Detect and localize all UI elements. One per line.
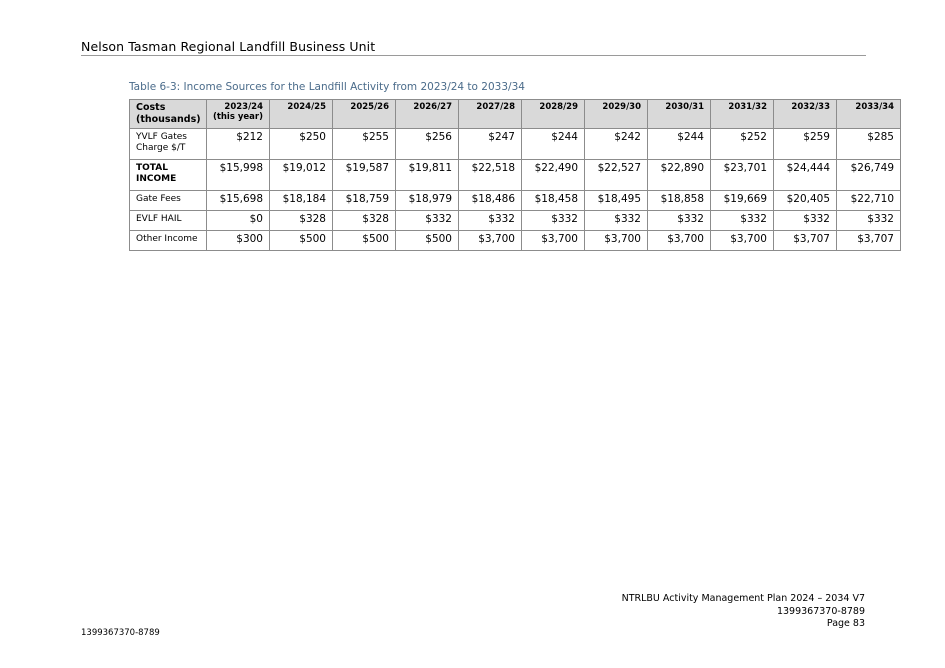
- table-cell: $332: [837, 211, 901, 231]
- table-caption: Table 6-3: Income Sources for the Landfill Activity from 2023/24 to 2033/34: [129, 81, 525, 93]
- table-cell: $22,527: [585, 160, 648, 191]
- table-cell: $18,979: [396, 191, 459, 211]
- column-header-year: 2026/27: [396, 100, 459, 129]
- table-cell: $332: [774, 211, 837, 231]
- table-cell: $332: [648, 211, 711, 231]
- table-row: [130, 191, 901, 211]
- table-cell: $18,495: [585, 191, 648, 211]
- table-cell: $252: [711, 129, 774, 160]
- table-cell: $259: [774, 129, 837, 160]
- table-cell: $18,458: [522, 191, 585, 211]
- table-cell: $22,490: [522, 160, 585, 191]
- table-cell: $332: [711, 211, 774, 231]
- table-cell: $19,587: [333, 160, 396, 191]
- table-cell: $0: [207, 211, 270, 231]
- table-cell: $15,698: [207, 191, 270, 211]
- table-cell: $22,710: [837, 191, 901, 211]
- table-cell: $285: [837, 129, 901, 160]
- column-header-year: 2029/30: [585, 100, 648, 129]
- table-cell: $212: [207, 129, 270, 160]
- footer-left-doc-id: 1399367370-8789: [81, 628, 160, 638]
- column-header-year: 2032/33: [774, 100, 837, 129]
- table-cell: $300: [207, 231, 270, 251]
- table-cell: $3,700: [585, 231, 648, 251]
- column-header-year: 2023/24 (this year): [207, 100, 270, 129]
- table-cell: $18,759: [333, 191, 396, 211]
- row-label: Other Income: [130, 231, 207, 251]
- table-cell: $3,700: [648, 231, 711, 251]
- table-cell: $256: [396, 129, 459, 160]
- table-row: [130, 211, 901, 231]
- table-cell: $332: [585, 211, 648, 231]
- column-header-year: 2027/28: [459, 100, 522, 129]
- table-cell: $244: [522, 129, 585, 160]
- table-cell: $3,700: [711, 231, 774, 251]
- column-header-year: 2028/29: [522, 100, 585, 129]
- table-cell: $244: [648, 129, 711, 160]
- table-cell: $3,707: [774, 231, 837, 251]
- table-cell: $3,707: [837, 231, 901, 251]
- table-cell: $18,184: [270, 191, 333, 211]
- table-cell: $500: [333, 231, 396, 251]
- table-cell: $18,486: [459, 191, 522, 211]
- table-cell: $250: [270, 129, 333, 160]
- column-header-year: 2033/34: [837, 100, 901, 129]
- table-body: [130, 129, 901, 251]
- column-header-year: 2024/25: [270, 100, 333, 129]
- table-cell: $18,858: [648, 191, 711, 211]
- table-cell: $19,012: [270, 160, 333, 191]
- table-row: [130, 129, 901, 160]
- row-label: TOTAL INCOME: [130, 160, 207, 191]
- footer-right: [622, 593, 865, 631]
- table-cell: $328: [270, 211, 333, 231]
- footer-plan-title: NTRLBU Activity Management Plan 2024 – 2034 V7: [621, 593, 865, 604]
- table-header-row: [130, 100, 901, 129]
- table-cell: $242: [585, 129, 648, 160]
- column-header-year: 2025/26: [333, 100, 396, 129]
- table-cell: $19,669: [711, 191, 774, 211]
- table-cell: $15,998: [207, 160, 270, 191]
- page-header-title: Nelson Tasman Regional Landfill Business Unit: [81, 39, 376, 54]
- table-cell: $332: [459, 211, 522, 231]
- table-cell: $3,700: [459, 231, 522, 251]
- row-label: Gate Fees: [130, 191, 207, 211]
- row-label: EVLF HAIL: [130, 211, 207, 231]
- table-cell: $3,700: [522, 231, 585, 251]
- table-cell: $24,444: [774, 160, 837, 191]
- table-cell: $332: [522, 211, 585, 231]
- table-cell: $22,518: [459, 160, 522, 191]
- table-cell: $20,405: [774, 191, 837, 211]
- table-row: [130, 231, 901, 251]
- row-label: YVLF Gates Charge $/T: [130, 129, 207, 160]
- table-cell: $19,811: [396, 160, 459, 191]
- column-header-year: 2030/31: [648, 100, 711, 129]
- table-row: [130, 160, 901, 191]
- table-cell: $255: [333, 129, 396, 160]
- table-cell: $26,749: [837, 160, 901, 191]
- table-cell: $23,701: [711, 160, 774, 191]
- header-divider: [81, 55, 866, 56]
- table-cell: $328: [333, 211, 396, 231]
- income-sources-table: [129, 99, 901, 251]
- table-cell: $332: [396, 211, 459, 231]
- table-cell: $500: [270, 231, 333, 251]
- footer-page-number: Page 83: [826, 618, 865, 629]
- column-header-costs: Costs (thousands): [130, 100, 207, 129]
- table-cell: $247: [459, 129, 522, 160]
- table-cell: $22,890: [648, 160, 711, 191]
- table-cell: $500: [396, 231, 459, 251]
- footer-doc-id: 1399367370-8789: [776, 605, 865, 617]
- column-header-year: 2031/32: [711, 100, 774, 129]
